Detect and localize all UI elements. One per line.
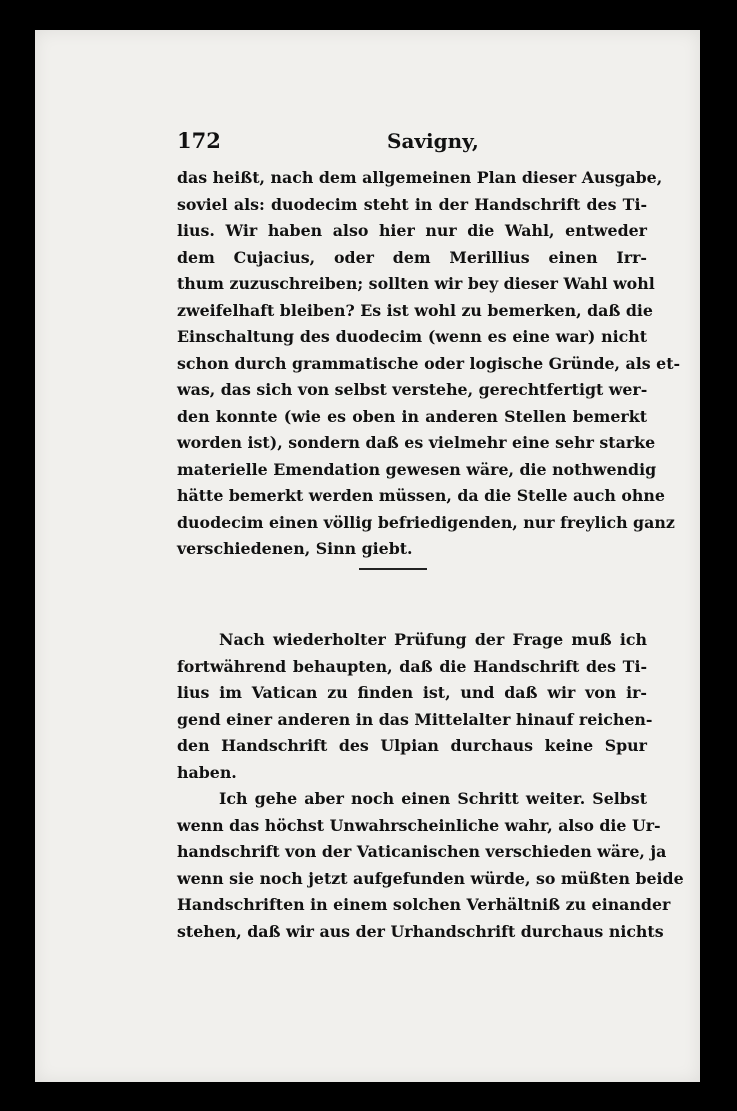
text-line: wenn sie noch jetzt aufgefunden würde, so müßten beide <box>177 868 684 888</box>
text-line: worden ist), sondern daß es vielmehr eine sehr starke <box>177 433 656 452</box>
text-line: lius im Vatican zu finden ist, und daß wir von ir- <box>177 683 647 702</box>
text-line: fortwährend behaupten, daß die Handschrift des Ti- <box>177 656 647 676</box>
text-line: materielle Emendation gewesen wäre, die nothwendig <box>177 459 657 479</box>
text-line: duodecim einen völlig befriedigenden, nur freylich ganz <box>177 512 675 532</box>
page-number: 172 <box>177 128 221 153</box>
text-line: wenn das höchst Unwahrscheinliche wahr, also die Ur- <box>177 815 661 835</box>
paragraph-1 <box>177 165 681 563</box>
text-line: verschiedenen, Sinn giebt. <box>177 539 413 558</box>
text-line: Nach wiederholter Prüfung der Frage muß ich <box>219 630 647 649</box>
page-header <box>177 128 647 158</box>
text-line: hätte bemerkt werden müssen, da die Stelle auch ohne <box>177 486 665 505</box>
paragraph-2 <box>177 627 684 945</box>
text-line: den konnte (wie es oben in anderen Stellen bemerkt <box>177 406 647 426</box>
text-line: Ich gehe aber noch einen Schritt weiter. Selbst <box>219 789 647 808</box>
section-divider <box>359 568 427 570</box>
text-line: Einschaltung des duodecim (wenn es eine war) nicht <box>177 327 647 346</box>
text-line: dem Cujacius, oder dem Merillius einen Irr- <box>177 247 647 267</box>
text-line: stehen, daß wir aus der Urhandschrift durchaus nichts <box>177 921 664 941</box>
book-page <box>35 30 700 1082</box>
text-line: handschrift von der Vaticanischen verschieden wäre, ja <box>177 842 667 861</box>
text-line: gend einer anderen in das Mittelalter hinauf reichen- <box>177 709 653 729</box>
text-line: thum zuzuschreiben; sollten wir bey dieser Wahl wohl <box>177 274 655 293</box>
text-line: zweifelhaft bleiben? Es ist wohl zu bemerken, daß die <box>177 300 653 320</box>
text-line: was, das sich von selbst verstehe, gerechtfertigt wer- <box>177 380 648 399</box>
text-line: schon durch grammatische oder logische Gründe, als et- <box>177 353 681 373</box>
text-line: Handschriften in einem solchen Verhältniß zu einander <box>177 895 671 914</box>
text-line: das heißt, nach dem allgemeinen Plan dieser Ausgabe, <box>177 168 663 187</box>
text-line: soviel als: duodecim steht in der Handschrift des Ti- <box>177 194 647 214</box>
running-head: Savigny, <box>387 129 479 153</box>
text-line: den Handschrift des Ulpian durchaus keine Spur <box>177 736 647 755</box>
text-line: haben. <box>177 762 237 782</box>
text-line: lius. Wir haben also hier nur die Wahl, entweder <box>177 221 647 240</box>
